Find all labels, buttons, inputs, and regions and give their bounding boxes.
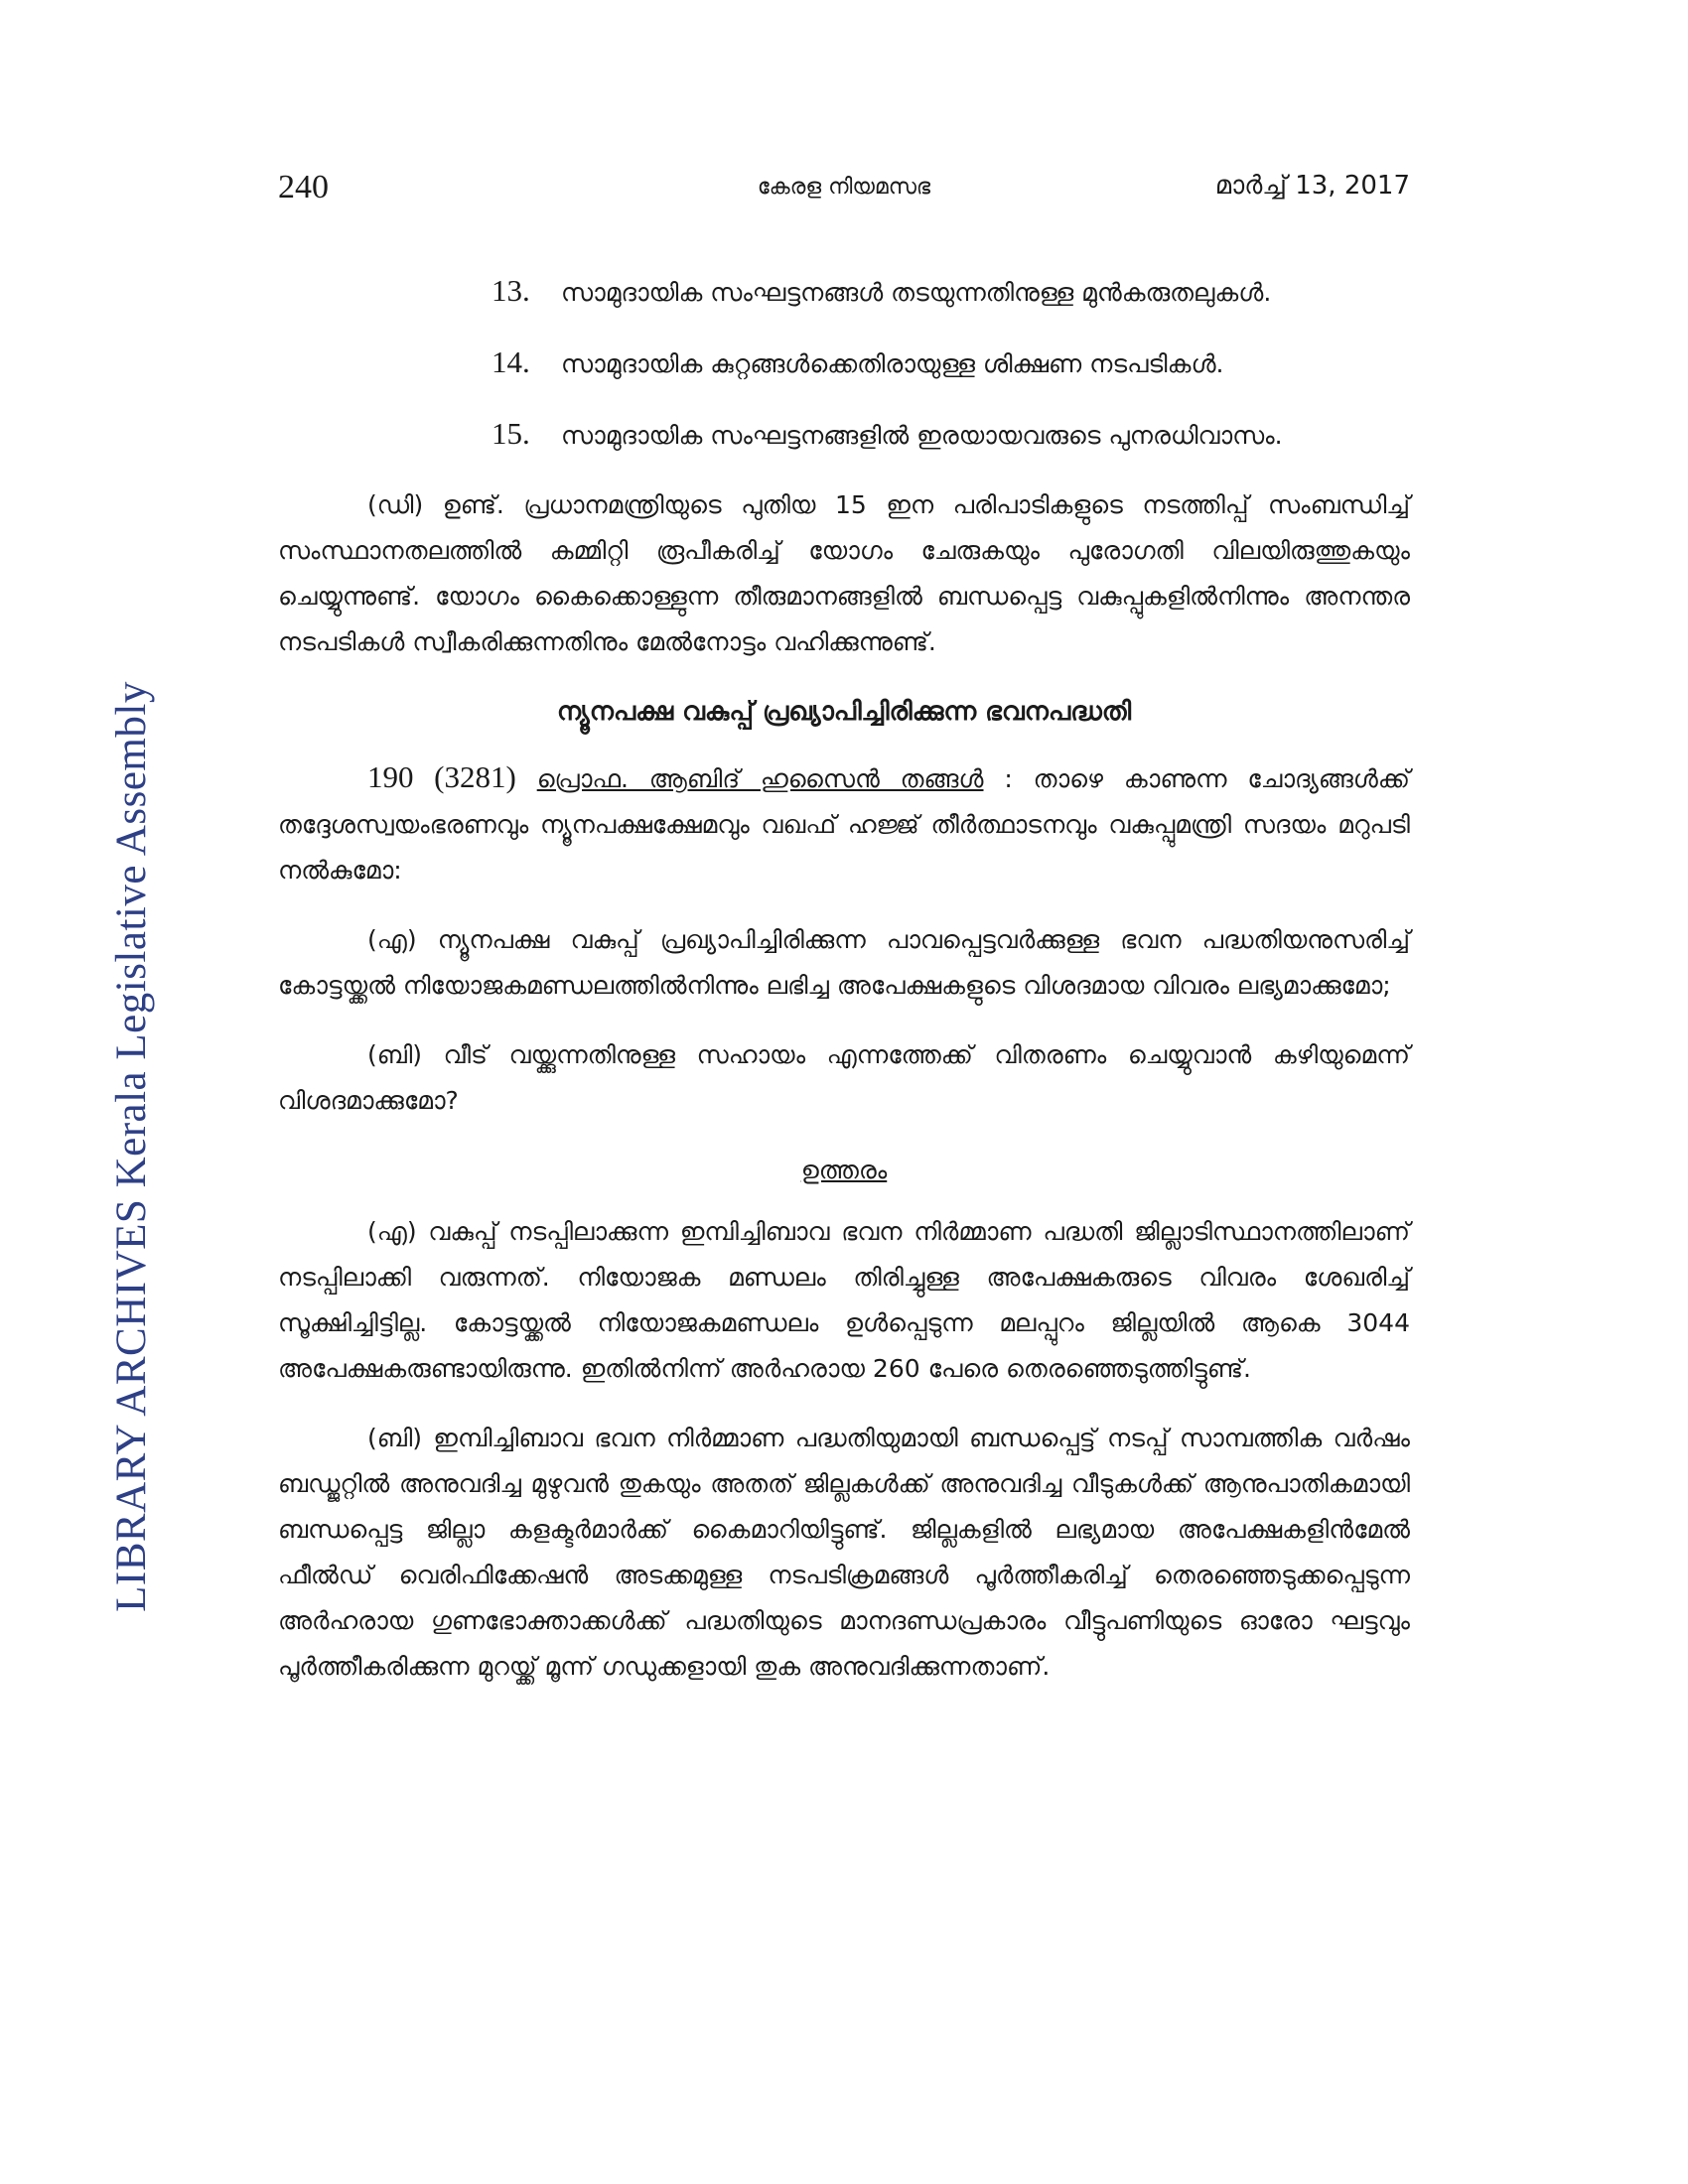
header-date: മാർച്ച് 13, 2017 — [1214, 171, 1410, 201]
list-item — [492, 340, 1410, 387]
answer-a: (എ) വകുപ്പ് നടപ്പിലാക്കുന്ന ഇമ്പിച്ചിബാവ ഭവന നിർമ്മാണ പദ്ധതി ജില്ലാടിസ്ഥാനത്തിലാണ് നടപ്പിലാക്കി വരുന്നത്. നിയോജക മണ്ഡലം തിരിച്ചുള്ള അപേക്ഷകരുടെ വിവരം ശേഖരിച്ച് സൂക്ഷിച്ചിട്ടില്ല. കോട്ടയ്ക്കൽ നിയോജകമണ്ഡലം ഉൾപ്പെടുന്ന മലപ്പുറം ജില്ലയിൽ ആകെ 3044 അപേക്ഷകരുണ്ടായിരുന്നു. ഇതിൽനിന്ന് അർഹരായ 260 പേരെ തെരഞ്ഞെടുത്തിട്ടുണ്ട്. — [278, 1217, 1410, 1383]
answer-b: (ബി) ഇമ്പിച്ചിബാവ ഭവന നിർമ്മാണ പദ്ധതിയുമായി ബന്ധപ്പെട്ട് നടപ്പ് സാമ്പത്തിക വർഷം ബഡ്ജറ്റിൽ അനുവദിച്ച മുഴുവൻ തുകയും അതത് ജില്ലകൾക്ക് അനുവദിച്ച വീടുകൾക്ക് ആനുപാതികമായി ബന്ധപ്പെട്ട ജില്ലാ കളക്ടർമാർക്ക് കൈമാറിയിട്ടുണ്ട്. ജില്ലകളിൽ ലഭ്യമായ അപേക്ഷകളിൻമേൽ ഫീൽഡ് വെരിഫിക്കേഷൻ അടക്കമുള്ള നടപടിക്രമങ്ങൾ പൂർത്തീകരിച്ച് തെരഞ്ഞെടുക്കപ്പെടുന്ന അർഹരായ ഗുണഭോക്താക്കൾക്ക് പദ്ധതിയുടെ മാനദണ്ഡപ്രകാരം വീട്ടുപണിയുടെ ഓരോ ഘട്ടവും പൂർത്തീകരിക്കുന്ന മുറയ്ക്ക് മൂന്ന് ഗഡുക്കളായി തുക അനുവദിക്കുന്നതാണ്. — [278, 1424, 1410, 1681]
answer-title: ഉത്തരം — [800, 1156, 888, 1184]
question-intro-text: : താഴെ കാണുന്ന ചോദ്യങ്ങൾക്ക് തദ്ദേശസ്വയംഭരണവും ന്യൂനപക്ഷക്ഷേമവും വഖഫ് ഹജ്ജ് തീർത്ഥാടനവും വകുപ്പുമന്ത്രി സദയം മറുപടി നൽകുമോ: — [278, 764, 1410, 885]
question-a: (എ) ന്യൂനപക്ഷ വകുപ്പ് പ്രഖ്യാപിച്ചിരിക്കുന്ന പാവപ്പെട്ടവർക്കുള്ള ഭവന പദ്ധതിയനുസരിച്ച് കോട്ടയ്ക്കൽ നിയോജകമണ്ഡലത്തിൽനിന്നും ലഭിച്ച അപേക്ഷകളുടെ വിശദമായ വിവരം ലഭ്യമാക്കുമോ; — [278, 925, 1410, 1000]
list-item-text: സാമുദായിക സംഘട്ടനങ്ങളിൽ ഇരയായവരുടെ പുനരധിവാസം. — [561, 421, 1283, 450]
list-item-number: 14. — [492, 344, 530, 379]
list-item-number: 13. — [492, 273, 530, 308]
header-title: കേരള നിയമസഭ — [757, 175, 931, 200]
list-item — [492, 411, 1410, 459]
paragraph-d: (ഡി) ഉണ്ട്. പ്രധാനമന്ത്രിയുടെ പുതിയ 15 ഇന പരിപാടികളുടെ നടത്തിപ്പ് സംബന്ധിച്ച് സംസ്ഥാനതലത്തിൽ കമ്മിറ്റി രൂപീകരിച്ച് യോഗം ചേരുകയും പുരോഗതി വിലയിരുത്തുകയും ചെയ്യുന്നുണ്ട്. യോഗം കൈക്കൊള്ളുന്ന തീരുമാനങ്ങളിൽ ബന്ധപ്പെട്ട വകുപ്പുകളിൽനിന്നും അനന്തര നടപടികൾ സ്വീകരിക്കുന്നതിനും മേൽനോട്ടം വഹിക്കുന്നുണ്ട്. — [278, 490, 1410, 656]
numbered-list — [278, 268, 1410, 459]
question-number: 190 (3281) — [367, 759, 516, 794]
list-item-number: 15. — [492, 416, 530, 451]
document-body — [278, 268, 1410, 1713]
page-number: 240 — [278, 169, 329, 205]
section-title: ന്യൂനപക്ഷ വകുപ്പ് പ്രഖ്യാപിച്ചിരിക്കുന്ന ഭവനപദ്ധതി — [556, 697, 1132, 727]
question-asker: പ്രൊഫ. ആബിദ് ഹുസൈൻ തങ്ങൾ — [536, 764, 984, 793]
archive-watermark: LIBRARY ARCHIVES Kerala Legislative Assembly — [108, 681, 155, 1612]
list-item — [492, 268, 1410, 316]
page-header — [278, 169, 1410, 218]
question-intro — [278, 754, 1410, 893]
list-item-text: സാമുദായിക കുറ്റങ്ങൾക്കെതിരായുള്ള ശിക്ഷണ നടപടികൾ. — [561, 349, 1224, 378]
question-b: (ബി) വീട് വയ്ക്കുന്നതിനുള്ള സഹായം എന്നത്തേക്ക് വിതരണം ചെയ്യുവാൻ കഴിയുമെന്ന് വിശദമാക്കുമോ? — [278, 1040, 1410, 1115]
list-item-text: സാമുദായിക സംഘട്ടനങ്ങൾ തടയുന്നതിനുള്ള മുൻകരുതലുകൾ. — [561, 278, 1272, 307]
